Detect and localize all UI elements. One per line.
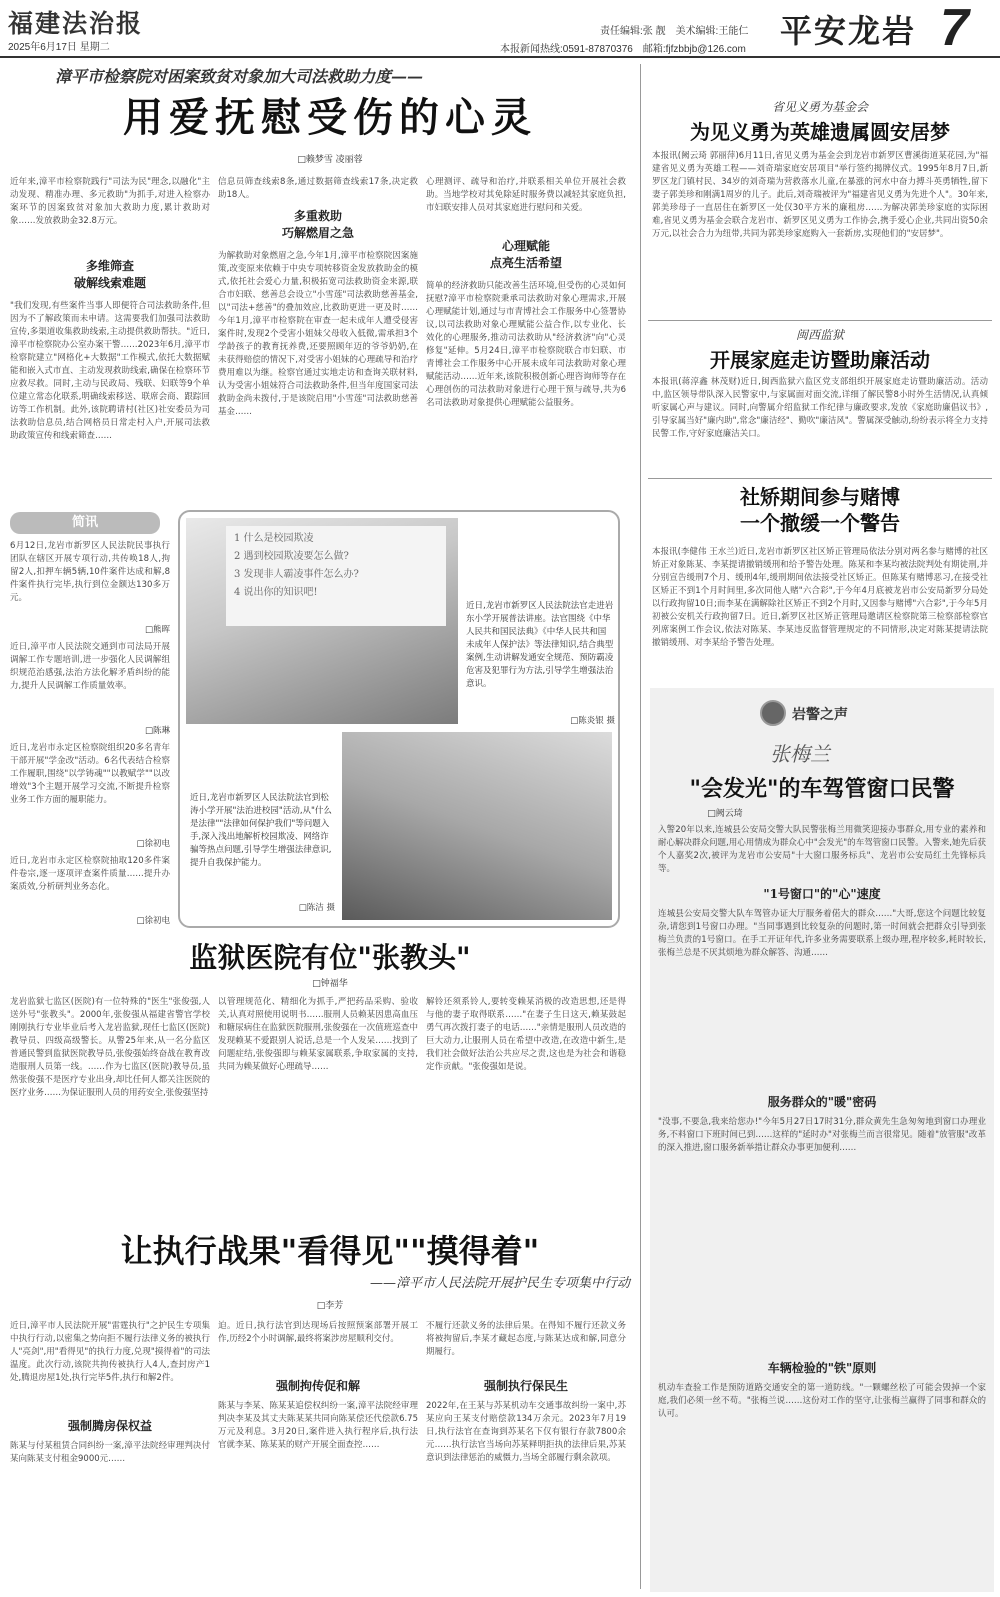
right3-title: 社矫期间参与赌博 一个撤缓一个警告 [740, 485, 900, 535]
right4-intro: 入警20年以来,连城县公安局交警大队民警张梅兰用微笑迎接办事群众,用专业的素养和耐心解决群众问题,用心用情成为群众心中"会发光"的车驾管窗口民警。入警来,她先后获个人嘉奖2次,被评为龙岩市公安局"十大窗口服务标兵"、龙岩市公安局红土先锋标兵等。 [658, 825, 986, 874]
article3-col2-p1: 迫。近日,执行法官到达现场后按照预案部署开展工作,历经2个小时调解,最终将案涉房屋顺利交付。 [218, 1321, 418, 1344]
article3-subtitle: ——漳平市人民法院开展护民生专项集中行动 [369, 1276, 630, 1291]
right2-title: 开展家庭走访暨助廉活动 [710, 348, 930, 372]
right3-body: 本报讯(李健伟 王水兰)近日,龙岩市新罗区社区矫正管理局依法分别对两名参与赌博的社区矫正对象陈某、李某提请撤销缓刑和给予警告处理。陈某和李某均被法院判处有期徒刑,并分别宣告缓刑7个月、缓刑4年,缓刑期间依法接受社区矫正。但陈某有赌博恶习,在接受社区矫正不到1个月时间里,多次同他人赌"六合彩",于今年4月底被龙岩市公安局新罗分局处以行政拘留10日;而李某在满解除社区矫正不到2个月时,又因参与赌博"六合彩",于今年5月初被公安机关行政拘留7日。近日,新罗区社区矫正管理局邀请区检察院第三检察部检察官列席案例工作会议,依法对陈某、李某违反监督管理规定的不同情形,决定对陈某提请法院撤销缓刑、对李某给予警告处理。 [652, 547, 988, 648]
brief-item-text: 近日,龙岩市永定区检察院组织20多名青年干部开展"学金改"活动。6名代表结合检察工作履职,围绕"以学铸魂""以教赋学""以改增效"3个主题开展学习交流,不断提升检察业务工作方面的履职能力。 [10, 743, 170, 805]
hotline-line: 本报新闻热线:0591-87870376 邮箱:fjfzbbjb@126.com [500, 44, 746, 55]
right4-title: "会发光"的车驾管窗口民警 [689, 776, 955, 802]
divider [648, 478, 992, 479]
article3-col1-subhead: 强制腾房保权益 [67, 1419, 152, 1433]
right1-body: 本报讯(阙云琦 郭丽萍)6月11日,省见义勇为基金会到龙岩市新罗区曹溪街道某花园,为"福建省见义勇为英雄工程——刘奇瑞家庭安居项目"举行签约揭牌仪式。1995年8月7日,新罗区龙门镇村民、34岁的刘奇瑞为营救落水儿童,在暴涨的河水中奋力搏斗英勇牺牲,留下妻子郭美珍和刚满1周岁的儿子。此后,刘奇瑞被评为"福建省见义勇为先进个人"。30年来,郭美珍母子一直居住在新罗区一处仅30平方米的廉租房……为解决郭美珍家庭的实际困难,省见义勇为基金会联合龙岩市、新罗区见义勇为工作协会,携手爱心企业,共同出资50余万元,以社会合力为纽带,共同为郭美珍家庭购入一套新房,实现他们的"安居梦"。 [652, 151, 988, 239]
article3-col2-subhead: 强制拘传促和解 [275, 1379, 360, 1393]
article1-col2-subhead: 多重救助 巧解燃眉之急 [281, 209, 354, 240]
brief-item-author: □徐初电 [136, 839, 170, 849]
right1-kicker: 省见义勇为基金会 [771, 100, 868, 114]
article2-col3: 解铃还须系铃人,要转变赖某消极的改造思想,还是得与他的妻子取得联系……"在妻子生日这天,赖某鼓起勇气再次拨打妻子的电话……"亲情是服刑人员改造的巨大动力,让服刑人员在希望中改造,在改造中新生,是我们社会做好法治公共应尽之责,这也是为社会和谐稳定作贡献。"张俊强如是说。 [426, 997, 626, 1072]
police-badge-icon [760, 700, 786, 726]
right2-kicker: 闽西监狱 [795, 328, 844, 342]
brief-item-author: □徐初电 [136, 916, 170, 926]
divider [648, 320, 992, 321]
brief-tag: 简讯 [10, 512, 160, 534]
article1-col3-subhead: 心理赋能 点亮生活希望 [489, 239, 562, 270]
right4-signature: 张梅兰 [770, 742, 830, 766]
photo-classroom-lecture [186, 518, 458, 724]
article1-col1-p1: 近年来,漳平市检察院践行"司法为民"理念,以融化"主动发现、精准办理、多元救助"为抓手,对进入检察办案环节的因案致贫对象加大救助力度,累计救助对象……发放救助金32.8万元。 [10, 177, 210, 226]
brief-item [10, 540, 170, 637]
brief-item-text: 6月12日,龙岩市新罗区人民法院民事执行团队在辖区开展专项行动,共传唤18人,拘留2人,扣押车辆5辆,10件案件达成和解,8件案件执行完毕,执行到位金额达130多万元。 [10, 541, 170, 603]
board-line: 2 遇到校园欺凌要怎么做? [234, 551, 349, 562]
article3-col1-p1: 近日,漳平市人民法院开展"雷霆执行"之护民生专项集中执行行动,以密集之势向拒不履行法律义务的被执行人"亮剑",用"看得见"的执行力度,兑现"摸得着"的司法温度。此次行动,该院共拘传被执行人4人,查封房产1处,腾退房屋1处,执行完毕5件,执行和解2件。 [10, 1321, 210, 1383]
article3-col1-p2: 陈某与付某租赁合同纠纷一案,漳平法院经审理判决付某向陈某支付租金9000元…… [10, 1441, 210, 1464]
photo1-caption: 近日,龙岩市新罗区人民法院法官走进岩东小学开展普法讲座。法官围绕《中华人民共和国民法典》《中华人民共和国未成年人保护法》等法律知识,结合典型案例,生动讲解发通安全规范、预防霸凌危害及犯罪行为方法,引导学生增强法治意识。 [466, 601, 614, 689]
section-title: 平安龙岩 [780, 12, 917, 50]
article1-col3-p1: 心理测评、疏导和治疗,并联系相关单位开展社会救助。当地学校对其免除延时服务费以减轻其家庭负担,市妇联安排人员对其家庭进行慰问和关爱。 [426, 177, 626, 213]
brief-item [10, 855, 170, 928]
editors-line: 责任编辑:张 靓 美术编辑:王能仁 [600, 26, 749, 37]
brief-item [10, 742, 170, 851]
right4-p2: "没事,不要急,我来给您办!"今年5月27日17时31分,群众黄先生急匆匆地到窗口办理业务,不料窗口下班时间已到……这样的"延时办"对张梅兰而言很常见。随着"放管服"改革的深入推进,窗口服务新举措让群众办事更加便利…… [658, 1117, 986, 1153]
brief-item-text: 近日,漳平市人民法院交通到市司法局开展调解工作专题培训,进一步强化人民调解组织规范治感强,法治方法化解矛盾纠纷的能力,提升人民调解工作质量效率。 [10, 642, 170, 691]
board-line: 3 发现非人霸凌事件怎么办? [234, 569, 359, 580]
column-divider [640, 64, 641, 1589]
right4-byline: □阙云琦 [707, 809, 743, 819]
right4-p3: 机动车查验工作是预防道路交通安全的第一道防线。"一颗螺丝松了可能会毁掉一个家庭,我们必须一丝不苟。"张梅兰说……这份对工作的坚守,让张梅兰赢得了同事和群众的认可。 [658, 1383, 986, 1419]
presentation-board [226, 526, 446, 626]
article1-col1-subhead: 多维筛查 破解线索难题 [73, 259, 146, 290]
article1-kicker: 漳平市检察院对困案致贫对象加大司法救助力度—— [55, 67, 424, 86]
article1-col2-p1: 信息员筛查线索8条,通过数据筛查线索17条,决定救助18人。 [218, 177, 418, 200]
right4-subhead2: 服务群众的"暖"密码 [767, 1095, 877, 1109]
brief-list [10, 540, 170, 928]
article3-col3-p1: 不履行还款义务的法律后果。在得知不履行还款义务将被拘留后,李某才藏起态度,与陈某达成和解,同意分期履行。 [426, 1321, 626, 1357]
article3-title: 让执行战果"看得见""摸得着" [120, 1232, 540, 1270]
article3-col3-p2: 2022年,在王某与苏某机动车交通事故纠纷一案中,苏某应向王某支付赔偿款134万余元。2023年7月19日,执行法官在查询到苏某名下仅有银行存款7800余元……执行法官当场向苏某释明拒执的法律后果,苏某意识到法律惩治的威慑力,当场全部履行剩余款项。 [426, 1401, 626, 1463]
right4-subhead1: "1号窗口"的"心"速度 [763, 887, 881, 901]
article2-col2: 以管理规范化、精细化为抓手,严把药品采购、验收关,认真对照使用说明书……服刑人员赖某因患高血压和糖尿病住在监狱医院服刑,张俊强在一次值班巡查中发现赖某不爱跟别人说话,总是一个人发呆……找到了问题症结,张俊强即与赖某家属联系,争取家属的支持,共同为赖某做好心理疏导…… [218, 997, 418, 1072]
board-line: 1 什么是校园欺凌 [234, 533, 314, 544]
photo-students-law [342, 732, 612, 920]
article1-byline: □赖梦雪 凌丽蓉 [297, 155, 363, 165]
brief-item-text: 近日,龙岩市永定区检察院抽取120多件案件卷宗,逐一逐项评查案件质量……提升办案质效,分析研判业务态化。 [10, 856, 170, 892]
article3-col2-p2: 陈某与李某、陈某某追偿权纠纷一案,漳平法院经审理判决李某及其丈夫陈某某共同向陈某偿还代偿款6.75万元及利息。3月20日,案件进入执行程序后,执行法官就李某、陈某某的财产开展全面查控…… [218, 1401, 418, 1450]
brief-item-author: □熊晖 [144, 625, 170, 635]
right4-subhead3: 车辆检验的"铁"原则 [767, 1361, 877, 1375]
brief-item [10, 641, 170, 738]
right1-title: 为见义勇为英雄遗属圆安居梦 [690, 120, 950, 144]
article2-col1: 龙岩监狱七监区(医院)有一位特殊的"医生"张俊强,人送外号"张教头"。2000年,张俊强从福建省警官学校刚刚执行专业毕业后考入龙岩监狱,现任七监区(医院)教导员、四级高级警长。从警25年来,从一名分监区普通民警到监狱医院教导员,张俊强始终奋战在教育改造服刑人员第一线。……作为七监区(医院)教导员,虽然张俊强不是医疗专业出身,却比任何人都关注医院的医疗业务……为保证服刑人员的用药安全,张俊强坚持 [10, 997, 210, 1098]
article1-title: 用爱抚慰受伤的心灵 [123, 94, 537, 141]
photo2-caption: 近日,龙岩市新罗区人民法院法官到松涛小学开展"法治进校园"活动,从"什么是法律""法律如何保护我们"等问题入手,深入浅出地解析校园欺凌、网络诈骗等热点问题,引导学生增强法律意识,提升自我保护能力。 [190, 793, 332, 868]
right4-column: 岩警之声 [792, 707, 848, 723]
article2-title: 监狱医院有位"张教头" [189, 941, 471, 974]
right2-body: 本报讯(蒋淳鑫 林茂财)近日,闽西监狱六监区党支部组织开展家庭走访暨助廉活动。活动中,监区领导带队深入民警家中,与家属面对面交流,详细了解民警8小时外生活情况,认真倾听家属心声与建议。同时,向警属介绍监狱工作纪律与廉政要求,发放《家庭助廉倡议书》,引导家属当好"廉内助",常念"廉洁经"、勤吹"廉洁风"。警属深受触动,纷纷表示将全力支持民警工作,守好家庭廉洁关口。 [652, 377, 988, 439]
brief-item-author: □陈琳 [144, 726, 170, 736]
page-number: 7 [940, 0, 969, 57]
article1-col2-p2: 为解救助对象燃眉之急,今年1月,漳平市检察院因案施策,改变原来依赖于中央专项转移资金发放救助金的模式,依托社会爱心力量,积极拓宽司法救助资金来源,联合市妇联、慈善总会设立"小雪莲"司法救助慈善基金,以"司法+慈善"的叠加效应,比救助更进一更及时……今年1月,漳平市检察院在审查一起未成年人遭受侵害案件时,发现2个受害小姐妹父母收入低微,需承担3个学龄孩子的教育抚养费,还要照顾年迈的爷爷奶奶,在未获得赔偿的情况下,对受害小姐妹的心理疏导和治疗费用难以为继。检察官通过实地走访和查询关联材料,认为受害小姐妹符合司法救助条件,但当年度国家司法救助金尚未拨付,于是该院启用"小雪莲"司法救助慈善基金…… [218, 251, 418, 417]
paper-date: 2025年6月17日 星期二 [8, 42, 110, 53]
photo1-author: □陈炎银 摄 [570, 716, 615, 726]
article1-col1-p2: "我们发现,有些案件当事人即便符合司法救助条件,但因为不了解政策而未申请。这需要我们加强司法救助宣传,多渠道收集救助线索,主动提供救助帮扶。"近日,漳平市检察院办公室办案干警……2023年6月,漳平市检察院建立"网格化+大数据"工作模式,依托大数据赋能和嵌入式市直、主动发现救助线索,确保在检察环节应救尽救。同时,主动与民政局、残联、妇联等9个单位建立常态化联系,明确线索移送、联席会商、跟踪回访等工作机制。此外,该院聘请村(社区)社安委员为司法救助信息员,结合网格员日常走村入户,开展司法救助政策宣传和线索筛查…… [10, 301, 210, 441]
board-line: 4 说出你的知识吧! [234, 587, 318, 598]
article3-col3-subhead: 强制执行保民生 [483, 1379, 568, 1393]
paper-name: 福建法治报 [8, 9, 144, 38]
photo2-author: □陈洁 摄 [298, 903, 335, 913]
article3-byline: □李芳 [316, 1301, 344, 1311]
right4-p1: 连城县公安局交警大队车驾管办证大厅服务着偌大的群众……"大哥,您这个问题比较复杂,请您到1号窗口办理。"当同事遇到比较复杂的问题时,第一时间就会把群众引导到张梅兰负责的1号窗口。在手工开证年代,许多业务需要联系上级办理,程序较多,耗时较长,张梅兰总是不厌其烦地为群众解答、沟通…… [658, 909, 986, 958]
article2-byline: □钟福华 [312, 979, 348, 989]
article1-col3-p2: 简单的经济救助只能改善生活环境,但受伤的心灵如何抚慰?漳平市检察院秉承司法救助对象心理需求,开展心理赋能计划,通过与市青博社会工作服务中心签署协议,以司法救助对象心理赋能公益合作,以专业化、长效化的心理服务,推动司法救助从"经济救济"向"心灵修复"延伸。5月24日,漳平市检察院联合市妇联、市青博社会工作服务中心开展未成年司法救助对象心理赋能活动……近年来,该院积极创新心理咨询师等存在心理创伤的司法救助对象进行心理干预与疏导,共为6名司法救助对象提供心理赋能公益服务。 [426, 281, 626, 408]
